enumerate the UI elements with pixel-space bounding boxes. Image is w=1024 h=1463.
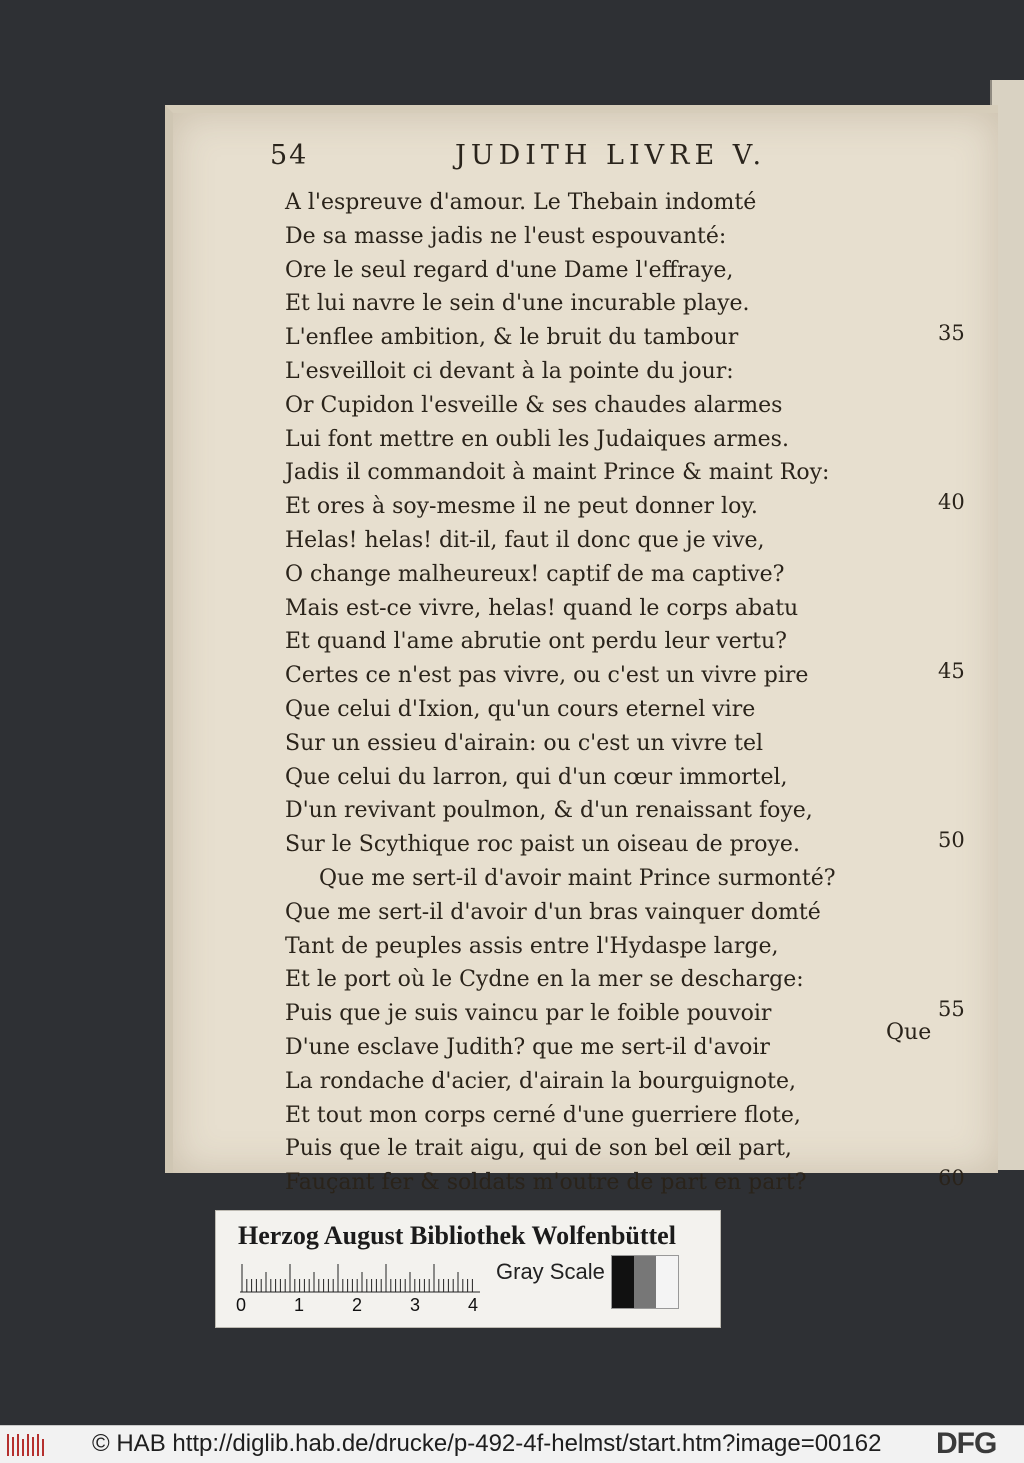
gray-scale-swatch	[611, 1255, 679, 1309]
verse-line: Certes ce n'est pas vivre, ou c'est un vivre pire	[285, 663, 809, 689]
ruler-label: 3	[410, 1295, 421, 1315]
line-number: 50	[938, 828, 965, 853]
verse-line: Fauçant fer & soldats m'outre de part en part?	[285, 1170, 807, 1196]
gray-patch	[656, 1256, 678, 1308]
verse-line: Tant de peuples assis entre l'Hydaspe large,	[285, 933, 779, 959]
verse-line: Helas! helas! dit-il, faut il donc que je vive,	[285, 527, 765, 553]
verse-line: Que me sert-il d'avoir d'un bras vainquer domté	[285, 899, 821, 925]
verse-line: Que celui du larron, qui d'un cœur immortel,	[285, 764, 788, 790]
verse-line: Que celui d'Ixion, qu'un cours eternel vire	[285, 696, 756, 722]
line-number: 45	[938, 659, 965, 684]
verse-line: L'esveilloit ci devant à la pointe du jour:	[285, 358, 734, 384]
verse-line: Puis que le trait aigu, qui de son bel œil part,	[285, 1136, 792, 1162]
copyright-url-text: © HAB http://diglib.hab.de/drucke/p-492-4f-helmst/start.htm?image=00162	[92, 1430, 882, 1457]
barcode-logo-icon	[6, 1432, 48, 1458]
verse-line: D'un revivant poulmon, & d'un renaissant foye,	[285, 798, 813, 824]
line-number: 60	[938, 1166, 965, 1191]
verse-line: Et lui navre le sein d'une incurable playe.	[285, 291, 750, 317]
footer-bar	[0, 1425, 1024, 1463]
running-title: JUDITH LIVRE V.	[455, 140, 767, 171]
verse-line: Lui font mettre en oubli les Judaiques armes.	[285, 426, 789, 452]
gray-patch	[612, 1256, 634, 1308]
line-number: 55	[938, 997, 965, 1022]
ruler-scale	[240, 1263, 490, 1293]
verse-line: De sa masse jadis ne l'eust espouvanté:	[285, 223, 727, 249]
page-number: 54	[270, 140, 309, 171]
verse-line: Jadis il commandoit à maint Prince & maint Roy:	[285, 460, 830, 486]
gray-scale-label: Gray Scale	[496, 1259, 605, 1284]
verse-line: Sur un essieu d'airain: ou c'est un vivre tel	[285, 730, 763, 756]
gray-patch	[634, 1256, 656, 1308]
verse-line: Et tout mon corps cerné d'une guerriere flote,	[285, 1102, 801, 1128]
verse-line: Et quand l'ame abrutie ont perdu leur vertu?	[285, 629, 787, 655]
verse-line: Et le port où le Cydne en la mer se descharge:	[285, 967, 804, 993]
ruler-label: 0	[236, 1295, 247, 1315]
ruler-label: 1	[294, 1295, 305, 1315]
verse-line: Sur le Scythique roc paist un oiseau de proye.	[285, 832, 800, 858]
catchword: Que	[886, 1020, 932, 1045]
ruler-label: 4	[468, 1295, 479, 1315]
verse-line: Ore le seul regard d'une Dame l'effraye,	[285, 257, 734, 283]
line-number: 40	[938, 490, 965, 515]
page-header	[270, 140, 790, 176]
verse-line: Que me sert-il d'avoir maint Prince surmonté?	[319, 865, 836, 891]
color-reference-card	[215, 1210, 721, 1328]
verse-line: L'enflee ambition, & le bruit du tambour	[285, 325, 739, 351]
verse-block	[285, 186, 845, 1200]
line-number: 35	[938, 321, 965, 346]
verse-line: Or Cupidon l'esveille & ses chaudes alarmes	[285, 392, 783, 418]
ruler-label: 2	[352, 1295, 363, 1315]
dfg-logo: DFG	[936, 1427, 997, 1460]
verse-line: A l'espreuve d'amour. Le Thebain indomté	[285, 190, 757, 215]
library-title: Herzog August Bibliothek Wolfenbüttel	[238, 1221, 676, 1250]
verse-line: Mais est-ce vivre, helas! quand le corps abatu	[285, 595, 799, 621]
verse-line: La rondache d'acier, d'airain la bourguignote,	[285, 1068, 796, 1094]
verse-line: Et ores à soy-mesme il ne peut donner loy.	[285, 494, 758, 520]
verse-line: Puis que je suis vaincu par le foible pouvoir	[285, 1001, 772, 1027]
verse-line: O change malheureux! captif de ma captive?	[285, 561, 785, 587]
verse-line: D'une esclave Judith? que me sert-il d'avoir	[285, 1034, 770, 1060]
